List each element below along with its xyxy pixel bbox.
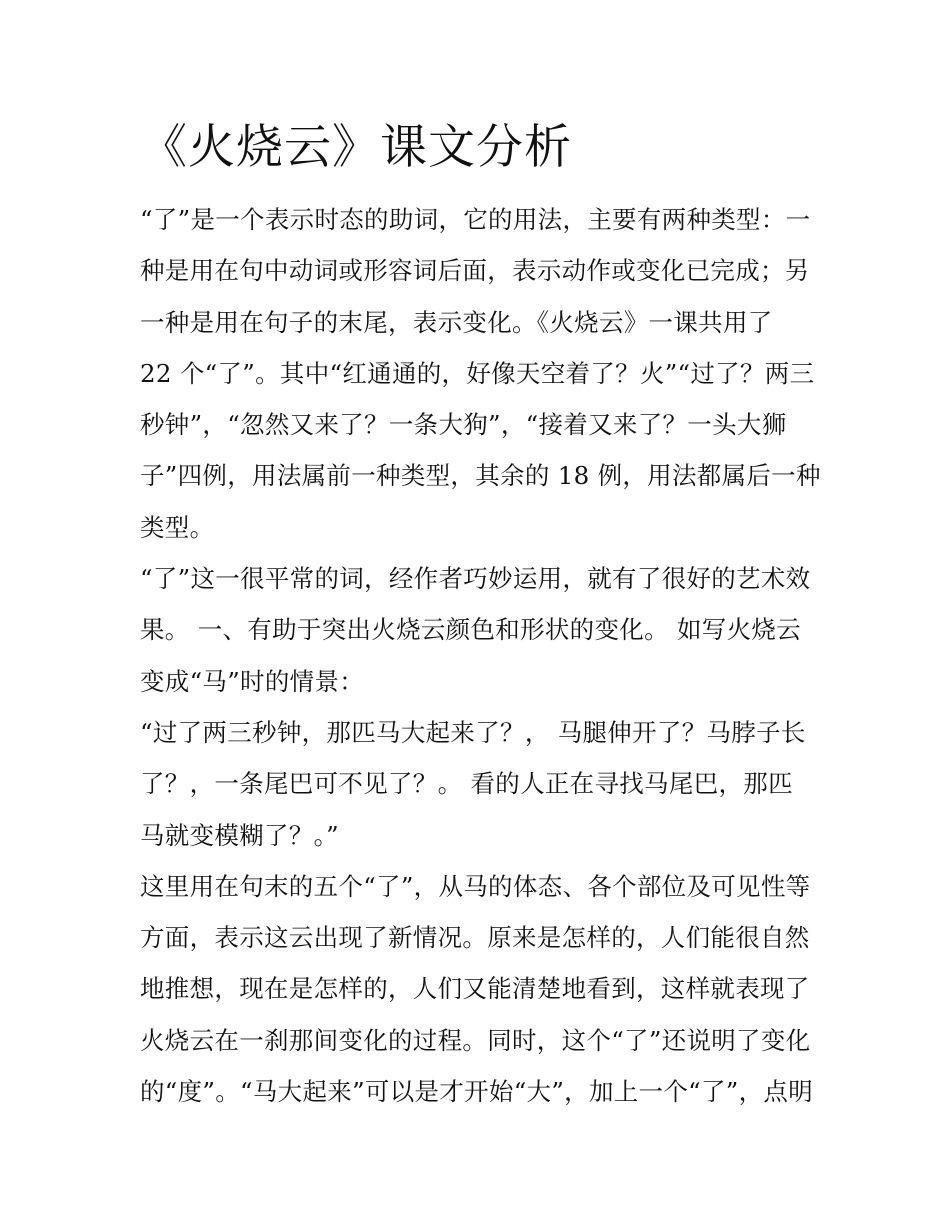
page-title: 《火烧云》课文分析 [140,120,572,175]
text-line: 马就变模糊了？。” [140,820,339,850]
text-line: “了”是一个表示时态的助词，它的用法，主要有两种类型：一 [140,205,811,234]
text-line: “过了两三秒钟，那匹马大起来了？， 马腿伸开了？马脖子长 [140,717,806,747]
body-text [140,194,820,1117]
text-line: 秒钟”，“忽然又来了？一条大狗”，“接着又来了？一头大狮 [140,410,787,440]
text-line: 这里用在句末的五个“了”，从马的体态、各个部位及可见性等 [140,871,811,901]
text-line: 了？，一条尾巴可不见了？。 看的人正在寻找马尾巴，那匹 [140,769,793,799]
text-line: 子”四例，用法属前一种类型，其余的 18 例，用法都属后一种 [140,461,821,491]
text-line: “了”这一很平常的词，经作者巧妙运用，就有了很好的艺术效 [140,564,811,594]
text-line: 地推想，现在是怎样的，人们又能清楚地看到，这样就表现了 [140,974,810,1004]
text-line: 的“度”。“马大起来”可以是才开始“大”，加上一个“了”，点明 [140,1077,813,1107]
text-line: 一种是用在句子的末尾，表示变化。《火烧云》一课共用了 [140,307,773,337]
text-line: 方面，表示这云出现了新情况。原来是怎样的，人们能很自然 [140,923,810,953]
text-line: 果。 一、有助于突出火烧云颜色和形状的变化。 如写火烧云 [140,615,801,645]
text-line: 变成“马”时的情景： [140,666,365,696]
text-line: 火烧云在一刹那间变化的过程。同时，这个“了”还说明了变化 [140,1025,811,1055]
text-line: 类型。 [140,512,215,542]
text-line: 22 个“了”。其中“红通通的，好像天空着了？火”“过了？两三 [140,358,815,388]
text-line: 种是用在句中动词或形容词后面，表示动作或变化已完成；另 [140,256,810,286]
